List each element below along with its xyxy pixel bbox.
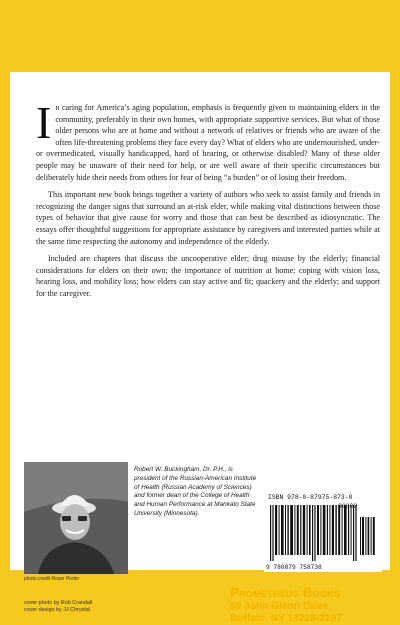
cover-design-credit: cover design by JJ Chrystal <box>24 607 90 614</box>
book-description <box>36 97 380 306</box>
publisher-address <box>230 601 342 625</box>
description-paragraph-1-text: n caring for America’s aging population, emphasis is frequently given to maintaining elders in the community, preferably in their own homes, with appropriate supportive services. But what of those older persons who are at home and without a network of relatives or friends who are aware of the often life-threatening problems they face every day? What of elders who are undernourished, under-or overmedicated, visually handicapped, hard of hearing, or otherwise disabled? Many of these older people may be unaware of their need for help, or are well aware of their specific circumstances but deliberately hide their needs from others for fear of being “a burden” or of losing their freedom. <box>36 103 380 182</box>
back-cover-panel <box>10 72 390 624</box>
barcode-image <box>268 503 378 563</box>
cover-credits <box>24 600 92 614</box>
publisher-address-line-2: Buffalo, NY 14228-2197 <box>230 613 342 624</box>
description-paragraph-2: This important new book brings together a variety of authors who seek to assist family and friends in recognizing the danger signs that surround an at-risk elder, while making vital distinctions between those types of behavior that give cause for worry and those that can best be described as idiosyncratic. The essays offer thoughtful suggestions for appropriate assistance by caregivers and interested parties while at the same time respecting the autonomy and independence of the elderly. <box>36 190 380 246</box>
barcode-number: 9 780879 758738 <box>266 564 322 571</box>
isbn-text: ISBN 978-0-87975-873-8 <box>268 494 353 501</box>
publisher-address-line-1: 59 John Glenn Drive, <box>230 601 332 612</box>
price-code: 90000 <box>338 503 358 510</box>
author-photo <box>24 462 128 574</box>
description-paragraph-1 <box>36 97 380 183</box>
photo-credit: photo credit Rosie Porter <box>24 576 80 582</box>
drop-cap: I <box>36 97 52 148</box>
cover-photo-credit: cover photo by Rob Crandall <box>24 600 93 606</box>
description-paragraph-3: Included are chapters that discuss the uncooperative elder; drug misuse by the elderly; financial considerations for elders on their own; the importance of nutrition at home; coping with vision loss, hearing loss, and mobility loss; how elders can stay active and fit; quackery and the elderly; and support for the caregiver. <box>36 254 380 298</box>
barcode-block <box>264 492 382 572</box>
publisher-name: Prometheus Books <box>230 585 341 600</box>
author-bio: Robert W. Buckingham, Dr. P.H., is president of the Russian-American Institute of Health (Russian Academy of Sciences) and former dean of the College of Health and Human Performance at Mankato State University (Minnesota). <box>134 466 257 517</box>
